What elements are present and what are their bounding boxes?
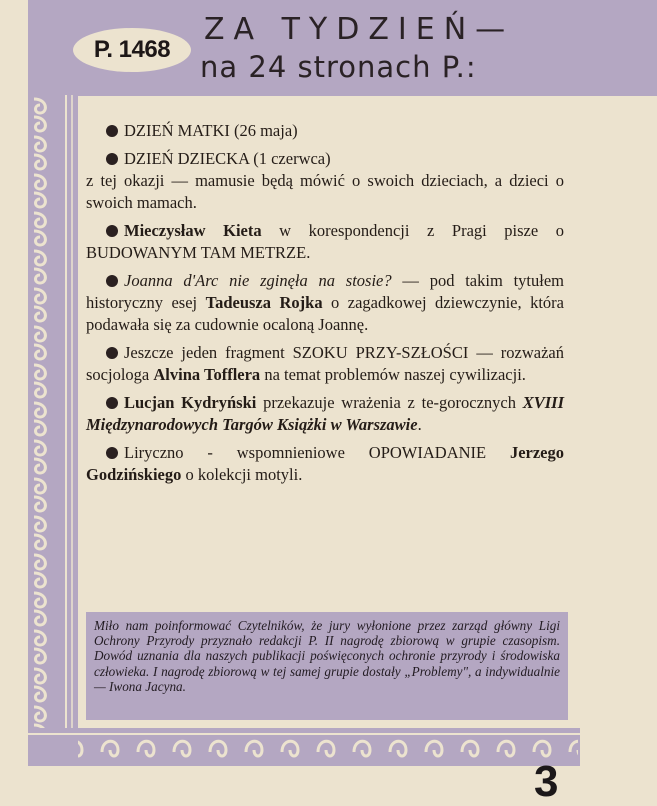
author-name: Tadeusza Rojka xyxy=(205,293,323,312)
article-title: Joanna d'Arc nie zginęła na stosie? xyxy=(124,271,392,290)
list-item: Liryczno - wspomnieniowe OPOWIADANIE Jerzego Godzińskiego o kolekcji motyli. xyxy=(86,443,564,484)
bullet-icon xyxy=(106,347,118,359)
headline-line-2: na 24 stronach P.: xyxy=(200,50,477,84)
decorative-left-border xyxy=(28,95,78,765)
list-item: DZIEŃ MATKI (26 maja) xyxy=(86,120,564,142)
scroll-ornament-icon xyxy=(28,95,78,765)
article-list xyxy=(86,120,564,492)
award-notice xyxy=(86,612,568,720)
event-title: XVIII Międzynarodowych Targów Książki w Warszawie xyxy=(86,393,564,434)
decorative-bottom-border xyxy=(28,728,580,766)
list-item: Mieczysław Kieta w korespondencji z Pragi pisze o BUDOWANYM TAM METRZE. xyxy=(86,221,564,262)
headline-line-1: ZA TYDZIEŃ— xyxy=(204,12,515,47)
page-number: 3 xyxy=(534,757,559,806)
bullet-icon xyxy=(106,125,118,137)
author-name: Lucjan Kydryński xyxy=(124,393,257,412)
list-item: Jeszcze jeden fragment SZOKU PRZY-SZŁOŚCI — rozważań socjologa Alvina Tofflera na temat problemów naszej cywilizacji. xyxy=(86,343,564,384)
author-name: Alvina Tofflera xyxy=(153,365,261,384)
bullet-icon xyxy=(106,275,118,287)
bullet-icon xyxy=(106,397,118,409)
award-notice-text: Miło nam poinformować Czytelników, że jury wyłonione przez zarząd główny Ligi Ochrony Przyrody przyznało redakcji P. II nagrodę zbiorową w grupie czasopism. Dowód uznania dla naszych publikacji poświęconych ochronie przyrody i środowiska człowieka. I nagrodę zbiorową w tej samej grupie dostały „Problemy", a indywidualnie — Iwona Jacyna. xyxy=(94,618,560,694)
wave-ornament-icon xyxy=(28,728,580,766)
bullet-icon xyxy=(106,447,118,459)
list-item: Joanna d'Arc nie zginęła na stosie? — pod takim tytułem historyczny esej Tadeusza Rojka o zagadkowej dziewczynie, która podawała się za cudownie ocaloną Joannę. xyxy=(86,271,565,334)
bullet-icon xyxy=(106,225,118,237)
list-item: DZIEŃ DZIECKA (1 czerwca) z tej okazji — mamusie będą mówić o swoich dzieciach, a dzieci o swoich mamach. xyxy=(86,149,564,212)
list-item: Lucjan Kydryński przekazuje wrażenia z te-gorocznych XVIII Międzynarodowych Targów Książki w Warszawie. xyxy=(86,393,564,434)
author-name: Mieczysław Kieta xyxy=(124,221,262,240)
author-name: Jerzego Godzińskiego xyxy=(86,443,564,484)
bullet-icon xyxy=(106,153,118,165)
issue-badge xyxy=(73,28,191,72)
issue-number: P. 1468 xyxy=(93,36,171,63)
